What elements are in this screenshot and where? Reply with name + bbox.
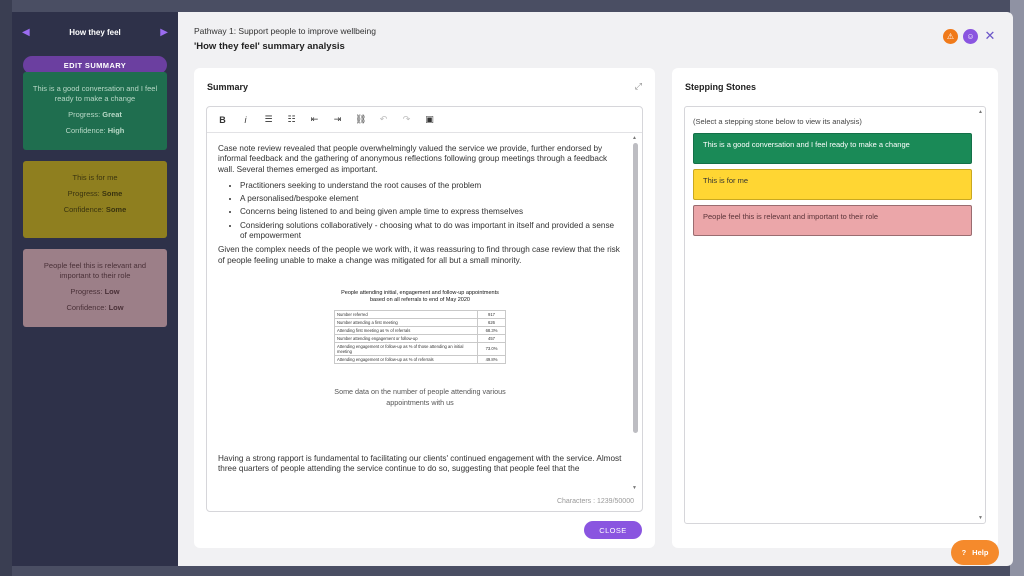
paragraph: Having a strong rapport is fundamental to facilitating our clients' continued engagement with the service. Almost three quarters of people attending the service continue to do so, suggesting that people feel that the [218,453,622,474]
list-item: • A personalised/bespoke element [240,194,622,204]
sidebar [12,12,178,566]
undo-icon[interactable]: ↶ [379,114,388,124]
expand-icon[interactable]: ⤢ [634,81,642,91]
table-caption: Some data on the number of people attending various appointments with us [334,386,506,407]
stepping-stone-0[interactable]: This is a good conversation and I feel ready to make a change [693,133,972,164]
editor-content[interactable] [207,134,632,492]
sidebar-card-text: People feel this is relevant and important to their role [43,261,147,280]
paragraph: Case note review revealed that people overwhelmingly valued the service we provide, further endorsed by informal feedback and the gathering of anonymous reflections following group meetings through a feedback wall. Several themes emerged as important. [218,144,608,174]
indent-icon[interactable]: ⇥ [333,114,342,124]
sidebar-card-2[interactable] [23,249,167,327]
breadcrumb: Pathway 1: Support people to improve wellbeing [194,26,376,36]
sidebar-card-confidence: Confidence: Low [66,303,124,312]
list-item: • Considering solutions collaboratively - choosing what to do was important in itself and provided a sense of empowerment [240,221,622,242]
summary-card [194,68,655,548]
summary-title: Summary [207,82,249,92]
table-row: Attending engagement or follow-up as % of referrals 49.8% [335,355,506,363]
people-icon[interactable]: ☺ [963,29,978,44]
editor-toolbar [207,107,642,133]
bold-button[interactable]: B [219,114,226,125]
character-count: Characters : 1239/50000 [556,498,634,505]
header-icons [943,28,997,44]
help-label: Help [972,548,989,557]
main-panel [178,12,1013,566]
sidebar-card-progress: Progress: Low [70,287,120,296]
list-item: • Concerns being listened to and being given ample time to express themselves [240,207,622,217]
close-button[interactable]: CLOSE [584,521,642,539]
stepping-stone-2[interactable]: People feel this is relevant and important to their role [693,205,972,236]
rich-text-editor[interactable] [206,106,643,512]
paragraph: Given the complex needs of the people we work with, it was reassuring to find through case review that the risk of people feeling unable to make a change was mitigated for all but a small minority. [218,245,620,265]
chevron-left-icon[interactable]: ◀ [22,26,30,38]
bullet-list-icon[interactable]: ☷ [287,114,296,124]
close-icon[interactable]: ✕ [984,28,996,43]
data-table [334,310,506,364]
link-icon[interactable]: ⛓ [355,114,367,124]
help-icon: ? [961,548,967,557]
stepping-stones-card [672,68,998,548]
sidebar-header [12,12,178,52]
table-title: People attending initial, engagement and follow-up appointments based on all referrals to end of May 2020 [341,289,499,303]
sidebar-card-0[interactable] [23,72,167,150]
stepping-stone-1[interactable]: This is for me [693,169,972,200]
numbered-list-icon[interactable]: ☰ [264,114,273,124]
table-row: Number attending a first meeting 626 [335,318,506,326]
warning-icon[interactable]: ⚠ [943,29,958,44]
page-title: 'How they feel' summary analysis [194,41,345,52]
bullet-list [240,181,622,241]
edit-summary-button[interactable]: EDIT SUMMARY [23,56,167,74]
chevron-right-icon[interactable]: ▶ [160,26,168,38]
scrollbar-thumb[interactable] [633,143,638,433]
outdent-icon[interactable]: ⇤ [310,114,319,124]
sidebar-card-progress: Progress: Some [67,189,123,198]
stepping-stones-list [684,106,986,524]
table-row: Attending engagement or follow-up as % of those attending an initial meeting 73.0% [335,342,506,355]
scroll-up-icon[interactable]: ▲ [632,135,637,141]
sidebar-card-confidence: Confidence: Some [63,205,127,214]
list-item: • Practitioners seeking to understand the root causes of the problem [240,181,622,191]
backdrop-left-strip [0,0,12,576]
stepping-stones-title: Stepping Stones [685,82,757,92]
redo-icon[interactable]: ↷ [402,114,411,124]
table-row: Number attending engagement or follow-up 457 [335,334,506,342]
scroll-down-icon[interactable]: ▼ [632,485,637,491]
italic-button[interactable]: i [244,114,247,125]
sidebar-card-text: This is a good conversation and I feel ready to make a change [32,84,158,103]
sidebar-card-1[interactable] [23,161,167,238]
table-row: Number referred 917 [335,310,506,318]
table-row: Attending first meeting as % of referrals 68.3% [335,326,506,334]
embedded-table-image [310,290,530,408]
help-button[interactable] [951,540,999,565]
sidebar-card-text: This is for me [72,173,118,182]
image-icon[interactable]: ▣ [425,114,434,124]
editor-scrollbar[interactable] [633,135,638,491]
scroll-up-icon[interactable]: ▲ [978,109,983,115]
sidebar-title: How they feel [69,27,121,37]
scroll-down-icon[interactable]: ▼ [978,515,983,521]
stones-hint: (Select a stepping stone below to view its analysis) [693,117,862,126]
sidebar-card-confidence: Confidence: High [65,126,125,135]
sidebar-card-progress: Progress: Great [68,110,122,119]
